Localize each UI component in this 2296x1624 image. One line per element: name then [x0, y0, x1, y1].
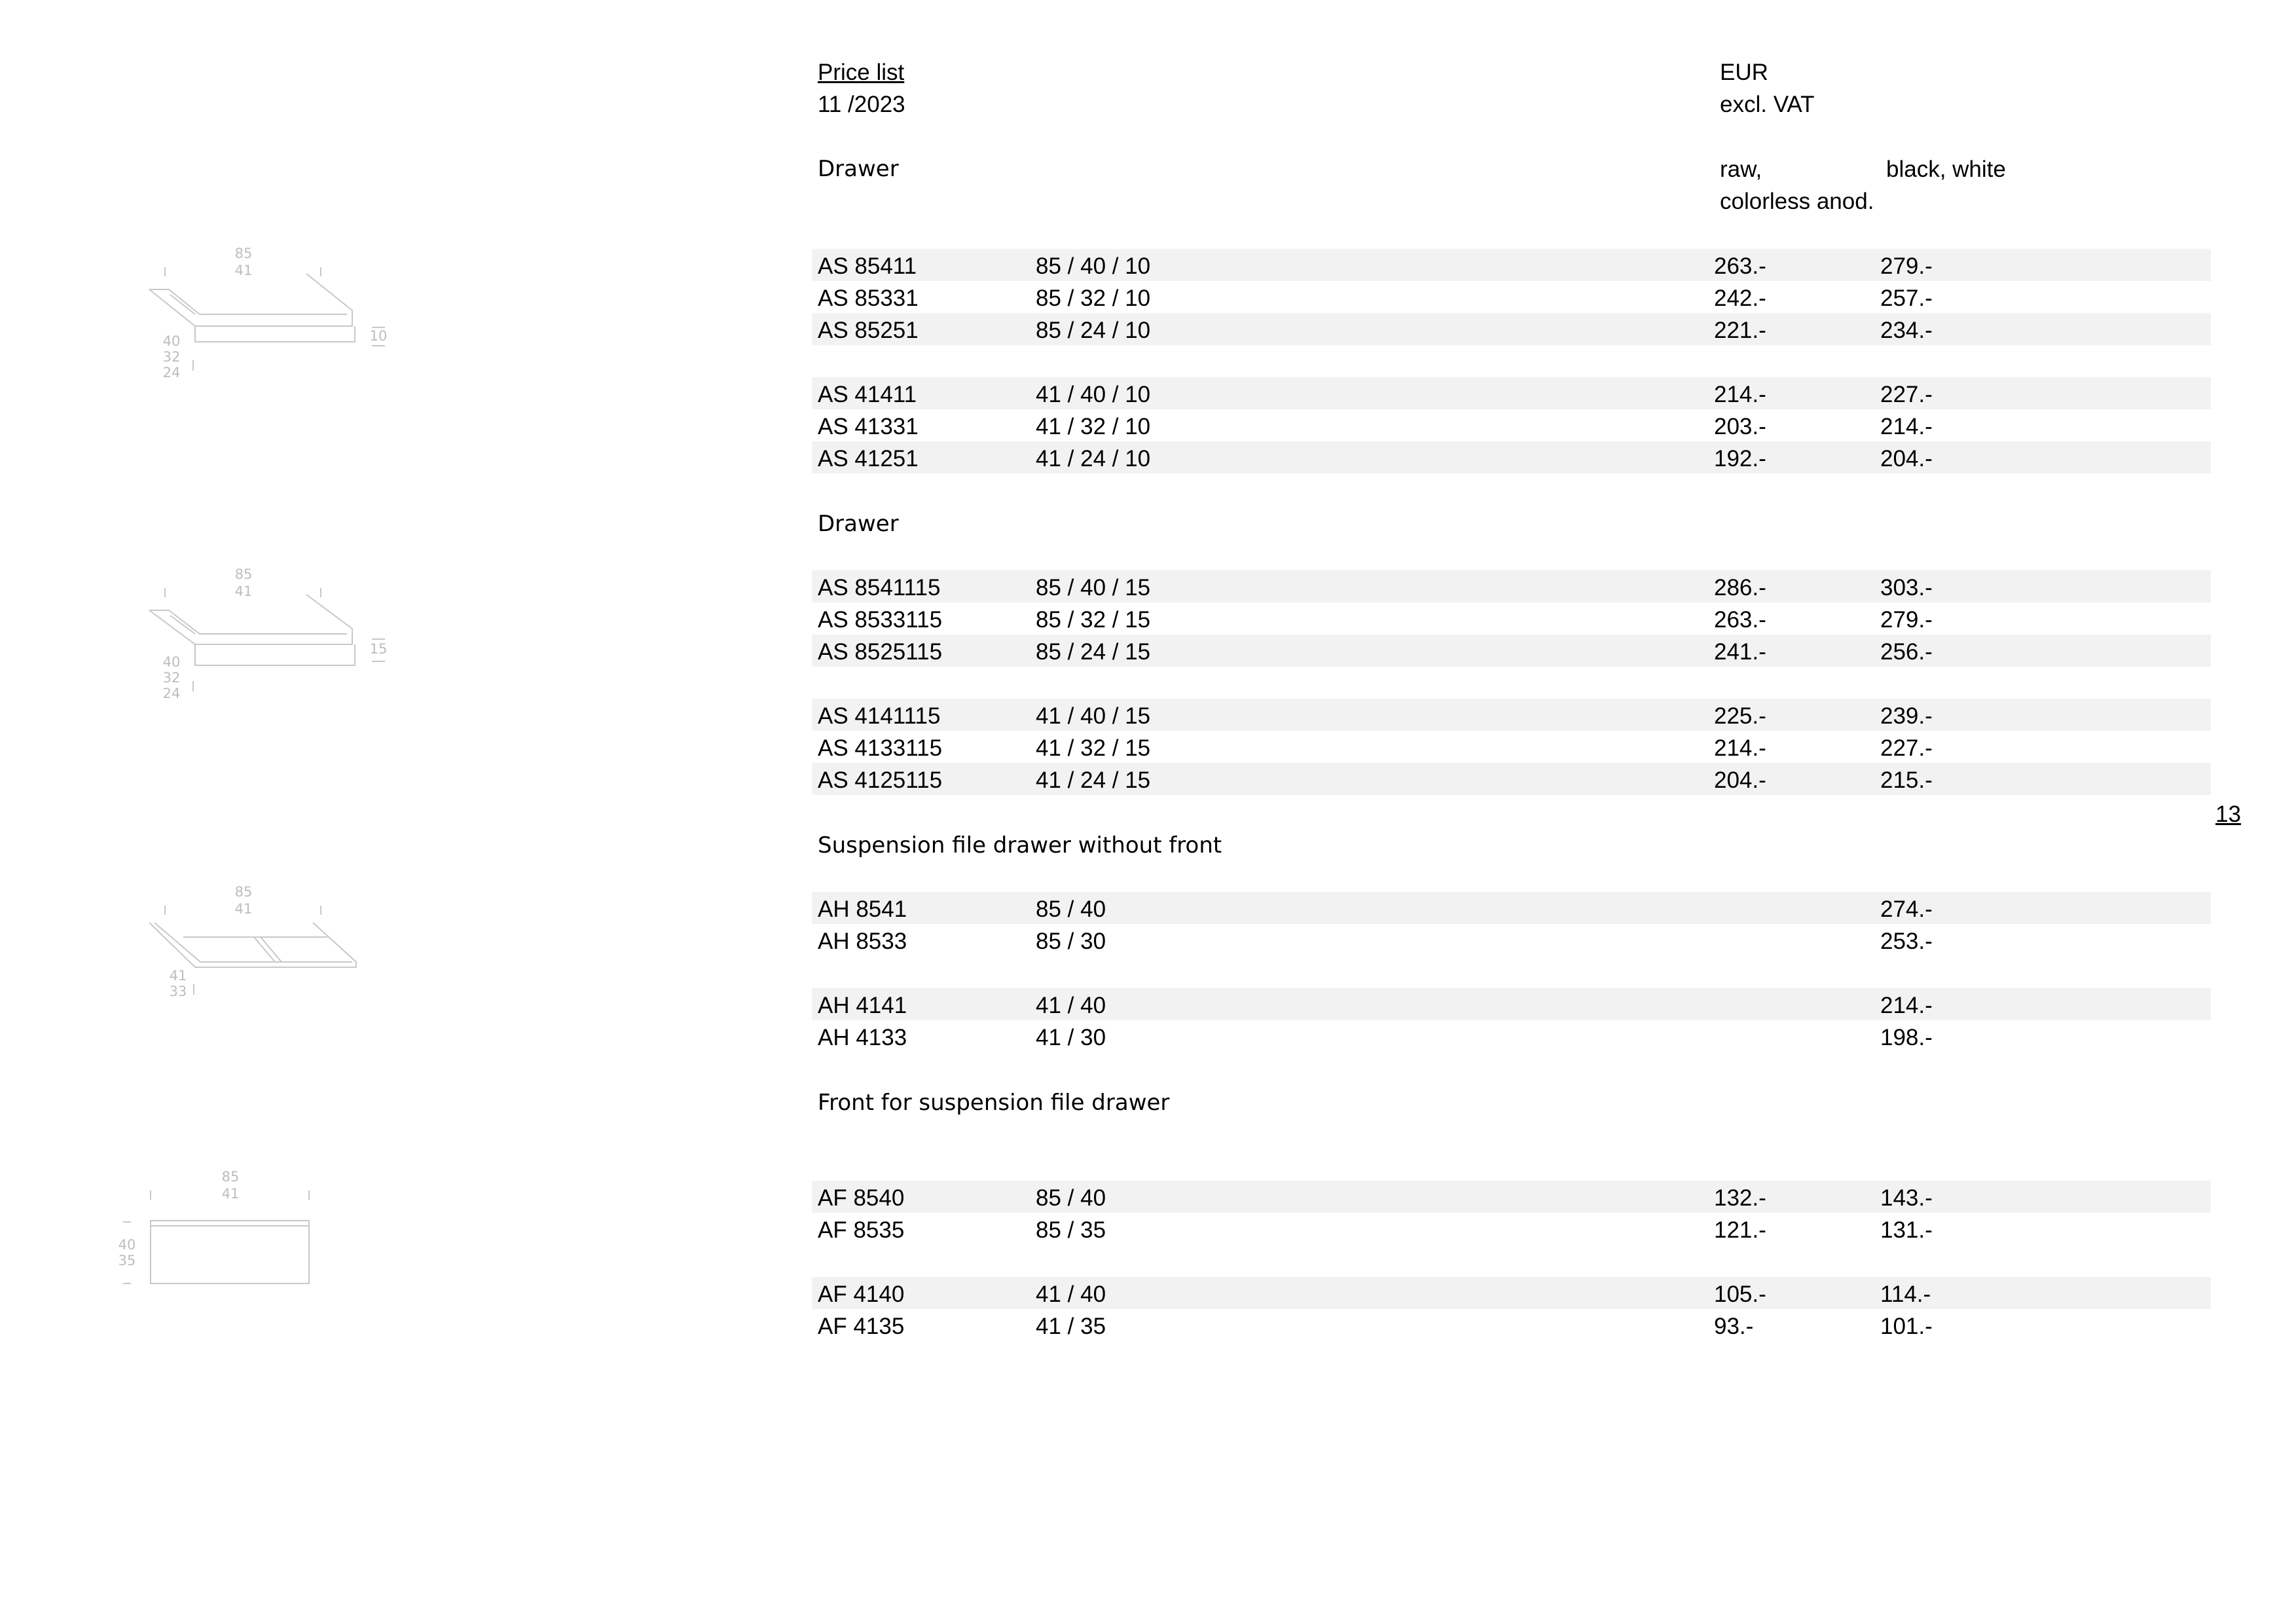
price-list-date: 11 /2023 [818, 92, 905, 117]
section-title-drawer-10: Drawer [818, 156, 899, 182]
article-dimensions: 85 / 35 [1036, 1217, 1106, 1243]
article-dimensions: 85 / 30 [1036, 929, 1106, 954]
article-code: AH 4141 [818, 993, 907, 1018]
article-code: AS 4125115 [818, 767, 943, 793]
article-code: AS 85331 [818, 286, 919, 311]
page-number: 13 [2215, 802, 2241, 827]
price-raw: 263.- [1714, 253, 1766, 279]
column-header-raw: raw, [1720, 157, 1762, 182]
width-label: 41 [234, 263, 253, 278]
price-black-white: 257.- [1880, 286, 1933, 311]
article-dimensions: 41 / 40 [1036, 993, 1106, 1018]
article-code: AS 41411 [818, 382, 917, 407]
table-row [812, 602, 2211, 635]
height-label: 35 [118, 1253, 136, 1268]
height-label: 15 [369, 641, 388, 657]
article-code: AH 8533 [818, 929, 907, 954]
price-black-white: 143.- [1880, 1185, 1933, 1211]
table-row [812, 409, 2211, 441]
article-dimensions: 85 / 24 / 10 [1036, 318, 1151, 343]
price-black-white: 239.- [1880, 703, 1933, 729]
price-black-white: 279.- [1880, 607, 1933, 633]
height-label: 40 [118, 1237, 136, 1253]
width-label: 85 [234, 884, 253, 900]
price-raw: 121.- [1714, 1217, 1766, 1243]
price-black-white: 227.- [1880, 382, 1933, 407]
table-row [812, 377, 2211, 409]
table-row [812, 635, 2211, 667]
depth-label: 40 [162, 333, 181, 349]
article-dimensions: 41 / 40 / 15 [1036, 703, 1151, 729]
section-title-front: Front for suspension file drawer [818, 1090, 1170, 1116]
price-black-white: 198.- [1880, 1025, 1933, 1050]
drawer-10-drawing [98, 242, 399, 386]
price-black-white: 214.- [1880, 993, 1933, 1018]
article-code: AF 4140 [818, 1282, 905, 1307]
article-dimensions: 85 / 24 / 15 [1036, 639, 1151, 665]
price-black-white: 101.- [1880, 1314, 1933, 1339]
price-raw: 93.- [1714, 1314, 1754, 1339]
article-code: AF 8540 [818, 1185, 905, 1211]
article-dimensions: 85 / 40 [1036, 1185, 1106, 1211]
price-raw: 204.- [1714, 767, 1766, 793]
article-code: AF 8535 [818, 1217, 905, 1243]
price-black-white: 234.- [1880, 318, 1933, 343]
article-dimensions: 85 / 32 / 15 [1036, 607, 1151, 633]
article-code: AS 8525115 [818, 639, 943, 665]
width-label: 85 [234, 566, 253, 582]
vat-note: excl. VAT [1720, 92, 1815, 117]
width-label: 85 [234, 246, 253, 261]
width-label: 41 [234, 901, 253, 917]
suspension-drawer-drawing [98, 881, 399, 1012]
price-raw: 242.- [1714, 286, 1766, 311]
depth-label: 33 [169, 984, 187, 999]
article-dimensions: 41 / 40 [1036, 1282, 1106, 1307]
table-row [812, 313, 2211, 345]
depth-label: 32 [162, 349, 181, 365]
price-raw: 286.- [1714, 575, 1766, 600]
table-row [812, 924, 2211, 956]
depth-label: 24 [162, 686, 181, 701]
table-row [812, 1181, 2211, 1213]
drawer-15-drawing [98, 563, 399, 707]
table-row [812, 1277, 2211, 1309]
table-row [812, 249, 2211, 281]
article-code: AH 8541 [818, 896, 907, 922]
price-black-white: 303.- [1880, 575, 1933, 600]
price-raw: 105.- [1714, 1282, 1766, 1307]
price-raw: 225.- [1714, 703, 1766, 729]
column-header-black-white: black, white [1886, 157, 2006, 182]
price-black-white: 114.- [1880, 1282, 1931, 1307]
table-row [812, 1309, 2211, 1341]
article-dimensions: 41 / 40 / 10 [1036, 382, 1151, 407]
table-row [812, 570, 2211, 602]
article-code: AS 8533115 [818, 607, 943, 633]
price-black-white: 214.- [1880, 414, 1933, 439]
article-code: AS 41251 [818, 446, 919, 471]
section-title-drawer-15: Drawer [818, 511, 899, 537]
depth-label: 24 [162, 365, 181, 380]
width-label: 41 [221, 1186, 240, 1202]
article-code: AS 85411 [818, 253, 917, 279]
price-black-white: 131.- [1880, 1217, 1933, 1243]
table-row [812, 731, 2211, 763]
width-label: 85 [221, 1169, 240, 1185]
article-dimensions: 41 / 24 / 10 [1036, 446, 1151, 471]
article-code: AF 4135 [818, 1314, 905, 1339]
price-black-white: 227.- [1880, 735, 1933, 761]
price-black-white: 215.- [1880, 767, 1933, 793]
width-label: 41 [234, 583, 253, 599]
column-header-raw-sub: colorless anod. [1720, 189, 1874, 214]
article-dimensions: 85 / 40 / 15 [1036, 575, 1151, 600]
article-dimensions: 85 / 40 / 10 [1036, 253, 1151, 279]
article-dimensions: 85 / 40 [1036, 896, 1106, 922]
table-row [812, 699, 2211, 731]
depth-label: 40 [162, 654, 181, 670]
article-code: AS 4141115 [818, 703, 941, 729]
price-black-white: 253.- [1880, 929, 1933, 954]
article-code: AS 4133115 [818, 735, 943, 761]
article-dimensions: 41 / 32 / 15 [1036, 735, 1151, 761]
table-row [812, 988, 2211, 1020]
section-title-suspension-drawer: Suspension file drawer without front [818, 832, 1222, 858]
depth-label: 41 [169, 968, 187, 984]
table-row [812, 441, 2211, 473]
price-raw: 214.- [1714, 382, 1766, 407]
article-dimensions: 41 / 32 / 10 [1036, 414, 1151, 439]
price-black-white: 256.- [1880, 639, 1933, 665]
price-black-white: 279.- [1880, 253, 1933, 279]
depth-label: 32 [162, 670, 181, 686]
table-row [812, 892, 2211, 924]
article-code: AS 85251 [818, 318, 919, 343]
currency-label: EUR [1720, 60, 1768, 85]
price-list-heading: Price list [818, 60, 905, 85]
article-dimensions: 41 / 24 / 15 [1036, 767, 1151, 793]
price-raw: 241.- [1714, 639, 1766, 665]
article-dimensions: 41 / 30 [1036, 1025, 1106, 1050]
price-black-white: 204.- [1880, 446, 1933, 471]
height-label: 10 [369, 328, 388, 344]
price-raw: 214.- [1714, 735, 1766, 761]
table-row [812, 1020, 2211, 1052]
price-black-white: 274.- [1880, 896, 1933, 922]
price-raw: 221.- [1714, 318, 1766, 343]
price-raw: 203.- [1714, 414, 1766, 439]
article-code: AH 4133 [818, 1025, 907, 1050]
article-code: AS 41331 [818, 414, 919, 439]
table-row [812, 281, 2211, 313]
article-dimensions: 85 / 32 / 10 [1036, 286, 1151, 311]
table-row [812, 1213, 2211, 1245]
table-row [812, 763, 2211, 795]
price-raw: 263.- [1714, 607, 1766, 633]
article-code: AS 8541115 [818, 575, 941, 600]
price-raw: 132.- [1714, 1185, 1766, 1211]
price-raw: 192.- [1714, 446, 1766, 471]
front-drawing [98, 1166, 399, 1297]
article-dimensions: 41 / 35 [1036, 1314, 1106, 1339]
